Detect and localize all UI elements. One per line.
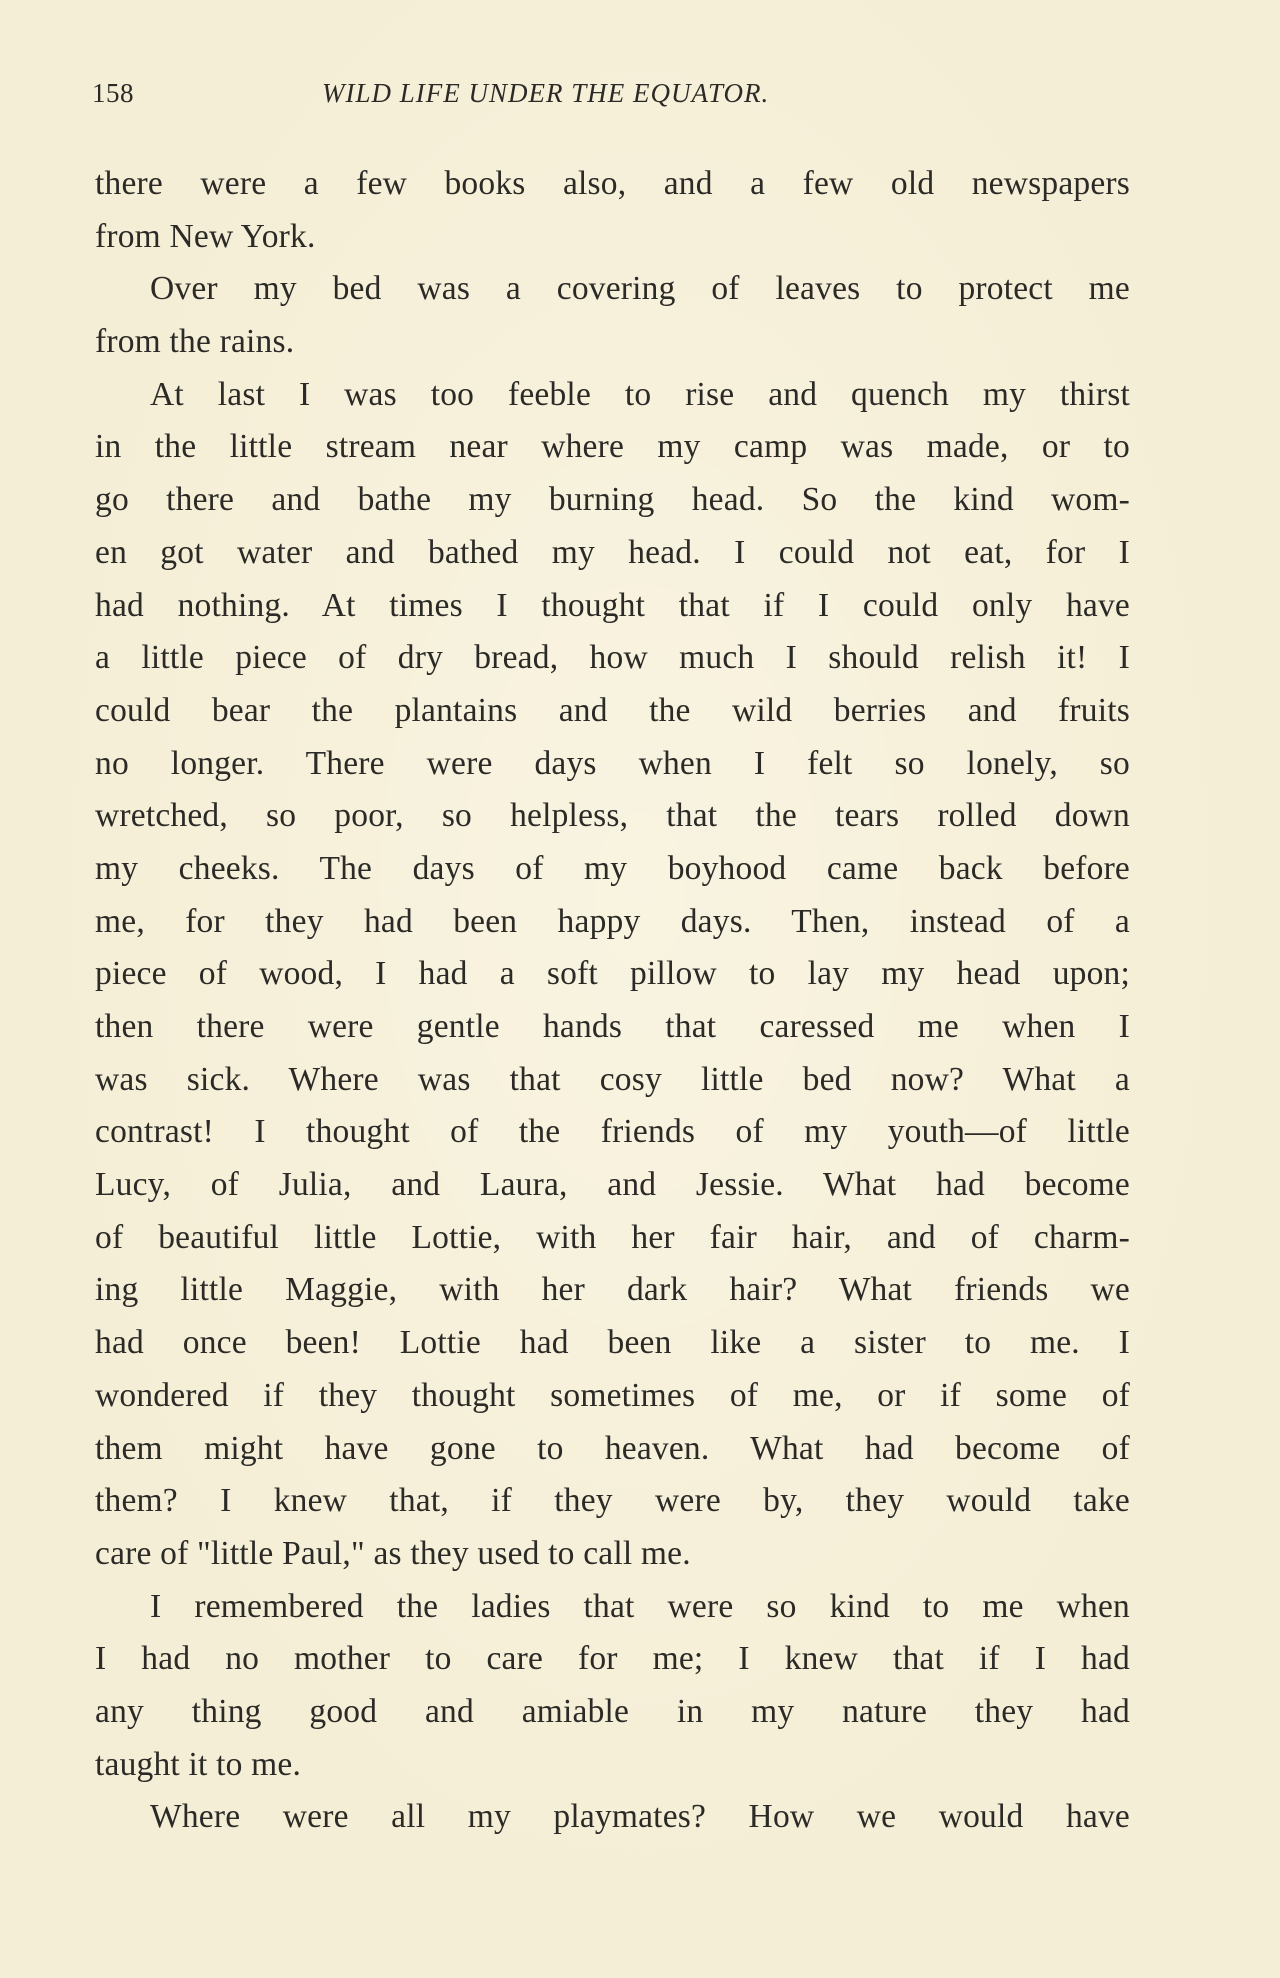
text-line: Where were all my playmates? How we would have [150, 1798, 1130, 1836]
text-line: Over my bed was a covering of leaves to protect me [150, 270, 1130, 308]
text-line: I had no mother to care for me; I knew that if I had [95, 1640, 1130, 1678]
text-line: taught it to me. [95, 1745, 302, 1783]
text-line: them might have gone to heaven. What had become of [95, 1429, 1130, 1467]
text-line: a little piece of dry bread, how much I should relish it! I [95, 639, 1130, 677]
page-number: 158 [92, 78, 134, 108]
text-line: in the little stream near where my camp was made, or to [95, 428, 1130, 466]
running-title: WILD LIFE UNDER THE EQUATOR. [322, 78, 770, 108]
text-line: ing little Maggie, with her dark hair? What friends we [95, 1271, 1130, 1309]
text-line: wretched, so poor, so helpless, that the tears rolled down [95, 797, 1130, 835]
text-line: from the rains. [95, 323, 295, 361]
text-line: could bear the plantains and the wild berries and fruits [95, 691, 1130, 729]
text-line: Lucy, of Julia, and Laura, and Jessie. What had become [95, 1166, 1130, 1204]
text-line: my cheeks. The days of my boyhood came back before [95, 849, 1130, 887]
text-line: from New York. [95, 217, 316, 255]
text-line: me, for they had been happy days. Then, instead of a [95, 902, 1130, 940]
text-line: wondered if they thought sometimes of me, or if some of [95, 1376, 1130, 1414]
text-line: of beautiful little Lottie, with her fair hair, and of charm- [95, 1218, 1130, 1256]
text-line: any thing good and amiable in my nature they had [95, 1692, 1130, 1730]
text-line: had nothing. At times I thought that if I could only have [95, 586, 1130, 624]
text-line: I remembered the ladies that were so kind to me when [150, 1587, 1130, 1625]
text-line: had once been! Lottie had been like a sister to me. I [95, 1324, 1130, 1362]
text-line: there were a few books also, and a few old newspapers [95, 165, 1130, 202]
text-line: was sick. Where was that cosy little bed now? What a [95, 1060, 1130, 1098]
text-line: them? I knew that, if they were by, they would take [95, 1482, 1130, 1520]
text-line: no longer. There were days when I felt so lonely, so [95, 744, 1130, 782]
text-line: At last I was too feeble to rise and quench my thirst [150, 375, 1130, 413]
text-line: go there and bathe my burning head. So the kind wom- [95, 481, 1130, 519]
text-line: care of "little Paul," as they used to call me. [95, 1534, 691, 1572]
text-line: piece of wood, I had a soft pillow to lay my head upon; [95, 955, 1130, 993]
text-line: then there were gentle hands that caressed me when I [95, 1008, 1130, 1045]
body-text [95, 158, 1130, 1844]
running-head [92, 78, 1130, 118]
text-line: contrast! I thought of the friends of my youth—of little [95, 1113, 1130, 1151]
text-line: en got water and bathed my head. I could not eat, for I [95, 533, 1130, 571]
